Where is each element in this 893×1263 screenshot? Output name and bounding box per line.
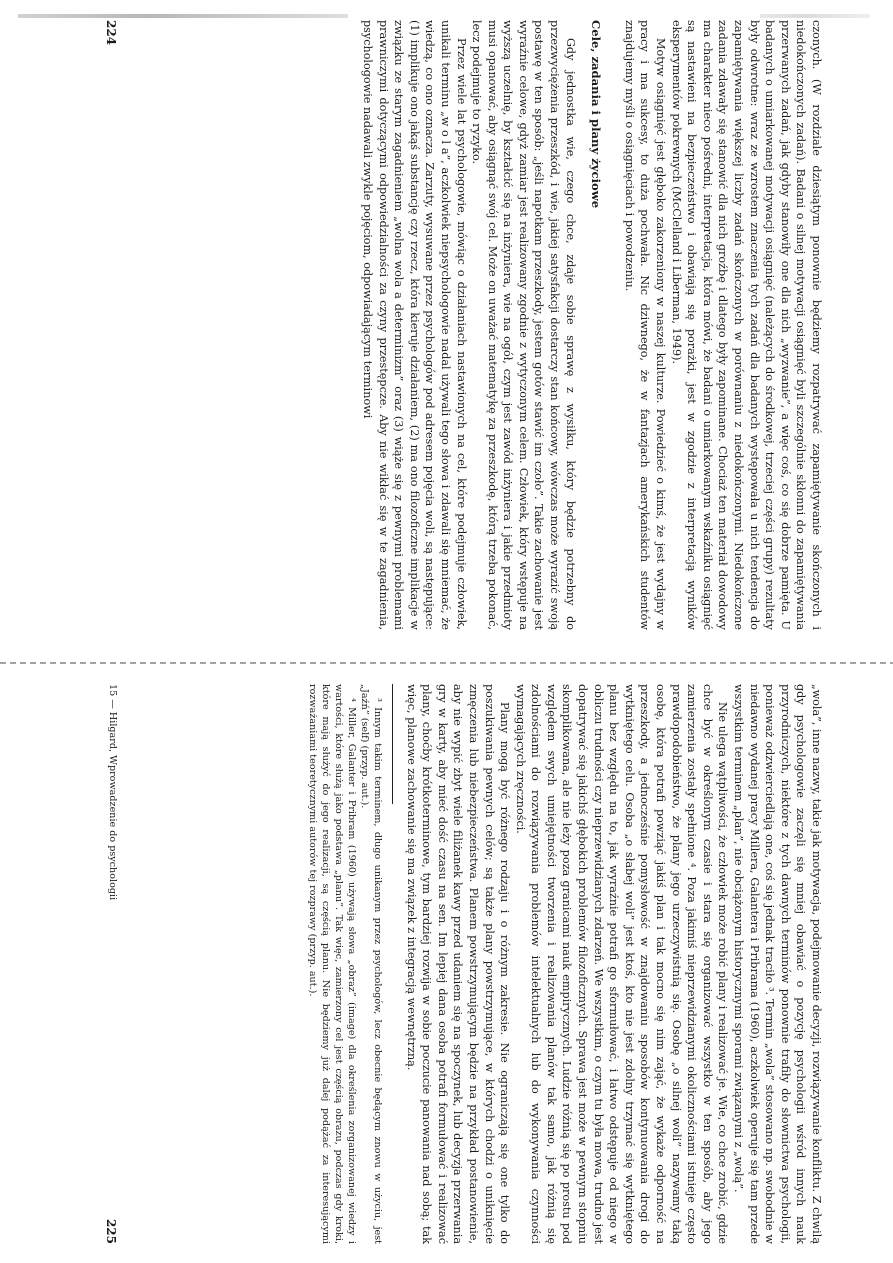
section-heading: Cele, zadania i plany życiowe <box>589 20 604 209</box>
page-225-text <box>104 684 824 1244</box>
paragraph: Nie ulega wątpliwości, że człowiek może robić plany i realizować je. Wie, co chce zrobić, gdzie chce być w określonym czasie i stara się organizować wszystko w ten sposób, aby jego zamierzenia zostały spełnione ⁴. Poza jakimiś nieprzewidzianymi okolicznościami istnieje często prawdopodobieństwo, że plany jego urzeczywistnią się. Osobę „o silnej woli” nazywamy taką osobę, która potrafi powziąć jakiś plan i tak mocno się nim zająć, że wykaże odporność na przeszkody, a jednocześnie pomysłowość w znajdowaniu sposobów kontynuowania drogi do wytkniętego celu. Osoba „o słabej woli” jest ktoś, kto nie jest zdolny trzymać się wytkniętego planu bez względu na to, jak wyraźnie potrafi go sformułować, i łatwo odstępuje od niego w obliczu trudności czy nieprzewidzianych zdarzeń. We wszystkim, o czym tu była mowa, trudno jest dopatrywać się jakichś głębokich problemów filozoficznych. Sprawa jest może w pewnym stopniu skomplikowana, ale nie leży poza granicami nauk empirycznych. Ludzie różnią się po prostu pod względem swych umiejętności tworzenia i realizowania planów tak samo, jak różnią się zdolnościami do rozwiązywania problemów intelektualnych lub do wykonywania czynności wymagających zręczności. <box>513 684 730 1244</box>
paragraph: Przez wiele lat psychologowie, mówiąc o działaniach nastawionych na cel, które podejmuje człowiek, unikali terminu „w o l a”, aczkolwiek niepsychologowie nadal używali tego słowa i zdawali się mniemać, że wiedzą, co ono oznacza. Zarzuty, wysuwane przez psychologów pod adresem pojęcia woli, są następujące: (1) implikuje ono jakąś substancję czy rzecz, która kieruje działaniem, (2) ma ono filozoficzne implikacje w związku ze starym zagadnieniem „wolna wola a determinizm” oraz (3) wiąże się z pewnymi problemami prawniczymi dotyczącymi odpowiedzialności za czyny przestępcze. Aby nie wikłać się w te zagadnienia, psychologowie nadawali zwykle pojęciom, odpowiadającym terminowi <box>360 20 468 630</box>
footnote: ³ Innym takim terminem, długo unikanym przez psychologów, lecz obecnie będącym znowu w użyciu, jest „Jaźń” (self) (przyp. aut.). <box>358 684 383 1244</box>
footnote: ⁴ Miller, Galanter i Pribram (1960) używają słowa „obraz” (image) dla określenia zorganizowanej wiedzy i wartości, które służą jako podstawa „planu”. Tak więc, zamierzony cel jest częścią obrazu, podczas gdy kroki, które mają służyć do jego realizacji, są częścią planu. Nie będziemy już dalej podążać za interesującymi rozważaniami teoretycznymi autorów tej rozprawy (przyp. aut.). <box>306 684 357 1244</box>
page-225 <box>104 684 824 1244</box>
page-224-text <box>104 20 824 630</box>
paragraph: „wola”, inne nazwy, takie jak motywacja, podejmowanie decyzji, rozwiązywanie konfliktu. Z chwilą gdy psychologowie zaczęli się mniej obawiać o pozycję psychologii wśród innych nauk przyrodniczych, niektóre z tych dawnych terminów ponownie trafiły do słownictwa psychologii, ponieważ odzwierciedlają one, coś się jednak traciło ³. Termin „wola” stosowano np. swobodnie w niedawno wydanej pracy Millera, Galantera i Pribrama (1960), aczkolwiek operuje się tam przede wszystkim terminem „plan”, nie obciążonym historycznymi sporami związanymi z „wolą”. <box>732 684 823 1244</box>
paragraph: Motyw osiągnięć jest głęboko zakorzeniony w naszej kulturze. Powiedzieć o kimś, że jest wydajny w pracy i ma sukcesy, to duża pochwała. Nic dziwnego, że w fantazjach amerykańskich studentów znajdujemy myśli o osiągnięciach i powodzeniu. <box>622 20 668 630</box>
footnotes <box>306 684 384 1244</box>
footnote-rule <box>392 684 393 804</box>
scan-artifact-top <box>18 14 348 18</box>
paragraph: Gdy jednostka wie, czego chce, zdaje sobie sprawę z wysiłku, który będzie potrzebny do przezwyciężenia przeszkód, i wie, jakiej satysfakcji dostarczy stan końcowy, wówczas może wyrazić swoją postawę w ten sposób: „jeśli napotkam przeszkody, jestem gotów stawić im czoło”. Takie zachowanie jest wyraźnie celowe, gdyż zamiar jest realizowany zgodnie z wytyczonym celem. Człowiek, który wstępuje na wyższą uczelnię, by kształcić się na inżyniera, wie na ogół, czym jest zawód inżyniera i jakie przedmioty musi opanować, aby osiągnąć swój cel. Może on uważać matematykę za przeszkodę, którą trzeba pokonać, lecz podejmuje to ryzyko. <box>470 20 577 630</box>
page-divider <box>0 662 893 664</box>
page-number: 225 <box>104 1218 118 1244</box>
page-number: 224 <box>104 20 118 46</box>
running-foot: 15 — Hilgard, Wprowadzenie do psychologii <box>107 684 118 901</box>
paragraph: Plany mogą być różnego rodzaju i o różnym zakresie. Nie ograniczają się one tylko do poszukiwania pewnych celów; są także plany powstrzymujące, w których chodzi o uniknięcie zmęczenia lub niebezpieczeństwa. Planem powstrzymującym będzie na przykład postanowienie, aby nie wypić zbyt wiele filiżanek kawy przed udaniem się na spoczynek, lub decyzja przerwania gry w karty, aby mieć dość czasu na sen. Im lepiej dana osoba potrafi formułować i realizować plany, choćby krótkoterminowe, tym bardziej rozwija w sobie poczucie panowania nad sobą; tak więc, planowe zachowanie się ma związek z integracją wewnętrzną. <box>404 684 512 1244</box>
scan-artifact-top-right <box>760 14 870 18</box>
paragraph: czonych. (W rozdziale dziesiątym ponownie będziemy rozpatrywać zapamiętywanie skończonych i niedokończonych zadań). Badani o silnej motywacji osiągnięć byli szczególnie skłonni do zapamiętywania przerwanych zadań, jak gdyby stanowiły one dla nich „wyzwanie”, a więc coś, co się dobrze pamięta. U badanych o umiarkowanej motywacji osiągnięć (należących do środkowej, trzeciej części grupy) rezultaty były odwrotne: wraz ze wzrostem znaczenia tych zadań dla badanych występowała u nich tendencja do zapamiętywania większej liczby zadań skończonych w porównaniu z niedokończonymi. Niedokończone zadania zdawały się stanowić dla nich groźbę i dlatego były zapominane. Chociaż ten materiał dowodowy ma charakter nieco pośredni, interpretacja, która mówi, że badani o umiarkowanym wskaźniku osiągnięć są nastawieni na bezpieczeństwo i obawiają się porażki, jest w zgodzie z interpretacją wyników eksperymentów pokrewnych (McClelland i Liberman, 1949). <box>669 20 823 630</box>
page-224 <box>104 20 824 630</box>
